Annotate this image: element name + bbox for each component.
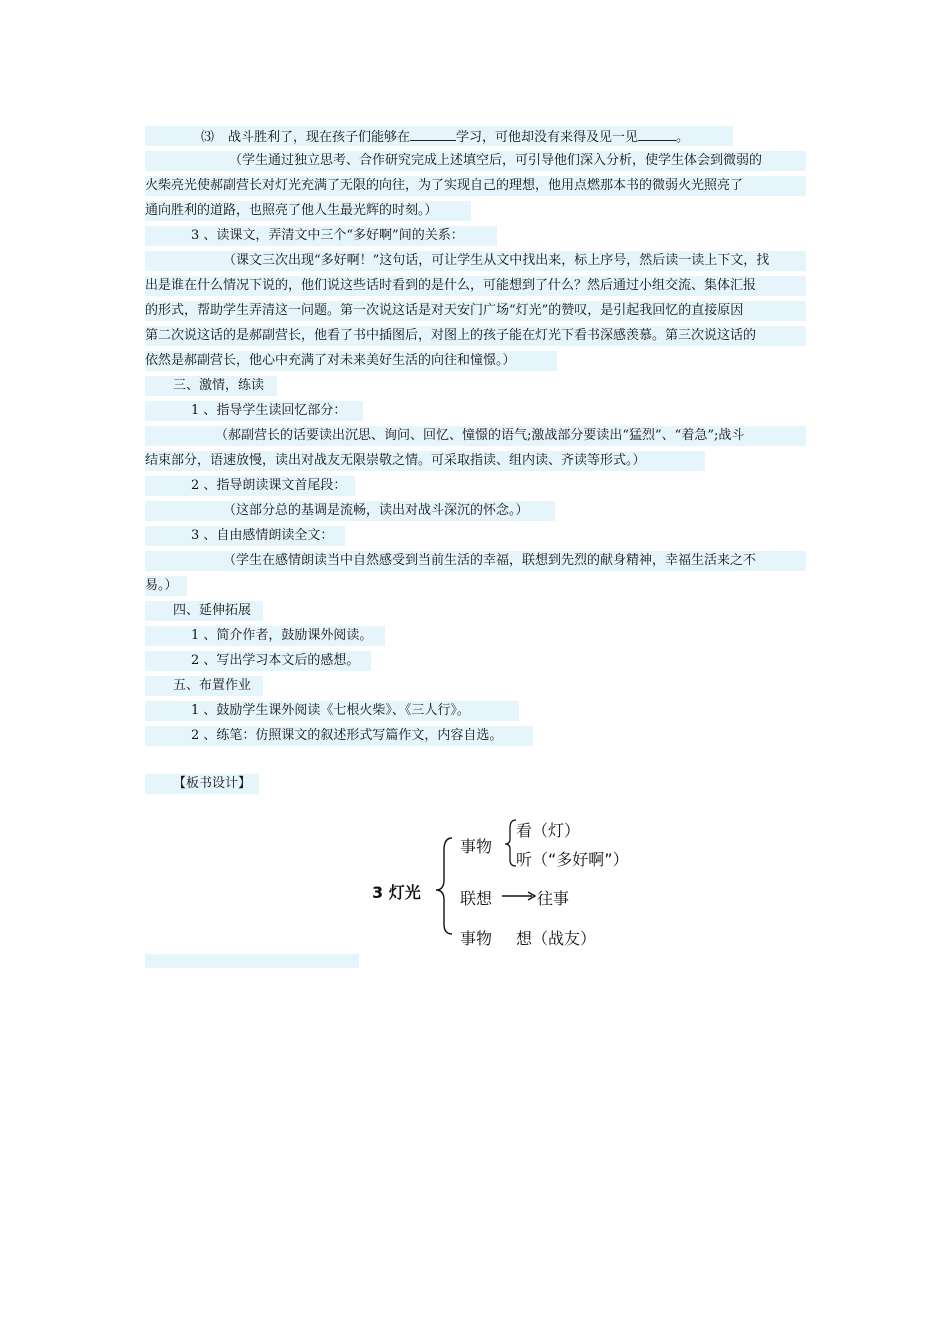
diagram-branch-3: 事物	[460, 929, 493, 948]
diagram-title: 3 灯光	[372, 883, 421, 902]
item-text: 2 、指导朗读课文首尾段：	[191, 478, 347, 493]
item-text: 1 、简介作者，鼓励课外阅读。	[191, 628, 373, 643]
note-text: 结束部分，语速放慢，读出对战友无限崇敬之情。可采取指读、组内读、齐读等形式。）	[145, 453, 646, 468]
note-text: 第二次说这话的是郝副营长，他看了书中插图后，对图上的孩子能在灯光下看书深感羡慕。第三次说这话的	[145, 328, 757, 343]
diagram-branch-2-target: 往事	[537, 889, 570, 908]
note-paragraph-1-line-3	[145, 201, 471, 221]
note-paragraph-3-line-2	[145, 451, 705, 471]
note-paragraph-2-line-5	[145, 351, 557, 371]
note-text: 依然是郝副营长，他心中充满了对未来美好生活的向往和憧憬。）	[145, 353, 516, 368]
board-diagram	[360, 810, 680, 960]
diagram-branch-1-a: 看（灯）	[516, 821, 581, 840]
section-5-item-1	[145, 701, 519, 721]
note-paragraph-5-line-2	[145, 576, 187, 596]
note-text: （这部分总的基调是流畅，读出对战斗深沉的怀念。）	[223, 503, 529, 518]
board-title-text: 【板书设计】	[173, 776, 252, 791]
item-number: ⑶	[201, 130, 215, 145]
main-brace	[436, 838, 452, 934]
diagram-branch-3-a: 想（战友）	[516, 929, 597, 948]
note-paragraph-1-line-2	[145, 176, 806, 196]
item-text: 2 、写出学习本文后的感想。	[191, 653, 360, 668]
note-text: （郝副营长的话要读出沉思、询问、回忆、憧憬的语气;激战部分要读出“猛烈”、“着急”;战斗	[215, 428, 745, 443]
step-text: 3 、读课文，弄清文中三个“多好啊”间的关系：	[191, 228, 464, 243]
note-text: （学生在感情朗读当中自然感受到当前生活的幸福，联想到先烈的献身精神，幸福生活来之不	[223, 553, 757, 568]
blank-1	[410, 126, 456, 141]
section-4-item-1	[145, 626, 385, 646]
blank-2	[638, 126, 676, 141]
note-text: （课文三次出现“多好啊！”这句话，可让学生从文中找出来，标上序号，然后读一读上下文，找	[223, 253, 770, 268]
section-3-item-2	[145, 476, 355, 496]
section-title: 五、布置作业	[173, 678, 252, 693]
diagram-branch-1: 事物	[460, 837, 493, 856]
step-3-heading	[145, 226, 497, 246]
item-text: 1 、指导学生读回忆部分：	[191, 403, 347, 418]
section-3-item-3	[145, 526, 345, 546]
fill-blank-item-3	[145, 126, 733, 146]
section-3-item-1	[145, 401, 363, 421]
note-text: 的形式，帮助学生弄清这一问题。第一次说这话是对天安门广场“灯光”的赞叹，是引起我回忆的直接原因	[145, 303, 744, 318]
section-5-heading	[145, 676, 263, 696]
note-paragraph-5-line-1	[145, 551, 806, 571]
note-text: 火柴亮光使郝副营长对灯光充满了无限的向往，为了实现自己的理想，他用点燃那本书的微弱火光照亮了	[145, 178, 744, 193]
note-paragraph-3-line-1	[145, 426, 806, 446]
note-text: 出是谁在什么情况下说的，他们说这些话时看到的是什么，可能想到了什么？然后通过小组交流、集体汇报	[145, 278, 757, 293]
note-paragraph-2-line-3	[145, 301, 806, 321]
item-text: 3 、自由感情朗读全文：	[191, 528, 334, 543]
diagram-branch-1-b: 听（“多好啊”）	[516, 850, 629, 869]
section-4-item-2	[145, 651, 371, 671]
note-paragraph-2-line-4	[145, 326, 806, 346]
note-text: （学生通过独立思考、合作研究完成上述填空后，可引导他们深入分析，使学生体会到微弱的	[229, 153, 763, 168]
section-title: 四、延伸拓展	[173, 603, 252, 618]
item3-text-c: 。	[676, 130, 690, 145]
item3-text-a: 战斗胜利了，现在孩子们能够在	[228, 130, 411, 145]
section-3-heading	[145, 376, 277, 396]
item3-text-b: 学习，可他却没有来得及见一见	[456, 130, 639, 145]
board-design-heading	[145, 774, 259, 794]
note-text: 通向胜利的道路，也照亮了他人生最光辉的时刻。）	[145, 203, 438, 218]
diagram-branch-2: 联想	[460, 889, 493, 908]
note-text: 易。）	[145, 578, 178, 593]
note-paragraph-1-line-1	[145, 151, 806, 171]
section-5-item-2	[145, 726, 533, 746]
empty-highlight-line	[145, 954, 359, 968]
item-text: 1 、鼓励学生课外阅读《七根火柴》、《三人行》。	[191, 703, 470, 718]
note-paragraph-2-line-2	[145, 276, 806, 296]
note-paragraph-4	[145, 501, 555, 521]
section-4-heading	[145, 601, 263, 621]
section-title: 三、激情，练读	[173, 378, 265, 393]
note-paragraph-2-line-1	[145, 251, 806, 271]
item-text: 2 、练笔：仿照课文的叙述形式写篇作文，内容自选。	[191, 728, 503, 743]
sub-brace	[505, 820, 516, 866]
